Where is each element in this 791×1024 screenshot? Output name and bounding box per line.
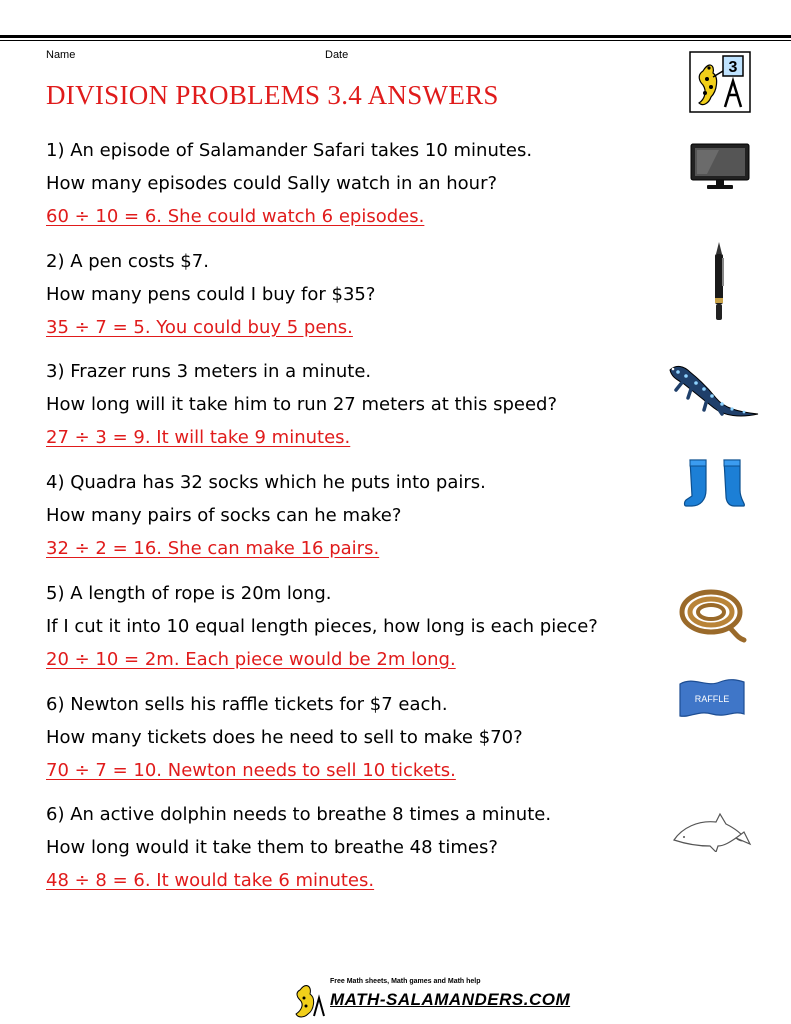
problem-1: [46, 134, 656, 233]
raffle-ticket-icon: [676, 676, 748, 720]
question-line: 6) Newton sells his raffle tickets for $7 each.: [46, 694, 448, 715]
problem-3: [46, 355, 656, 454]
question-line: 2) A pen costs $7.: [46, 251, 209, 272]
question-line: 1) An episode of Salamander Safari takes 10 minutes.: [46, 140, 533, 161]
page-title: DIVISION PROBLEMS 3.4 ANSWERS: [46, 80, 499, 110]
footer-tagline: Free Math sheets, Math games and Math help: [330, 978, 481, 985]
date-label: Date: [325, 49, 349, 61]
pen-icon: [708, 240, 730, 322]
question-line: How long will it take him to run 27 meters at this speed?: [46, 394, 558, 415]
answer-line: 27 ÷ 3 = 9. It will take 9 minutes.: [46, 427, 351, 448]
logo-badge-number: 3: [728, 59, 738, 76]
problem-6: [46, 688, 656, 787]
answer-line: 32 ÷ 2 = 16. She can make 16 pairs.: [46, 538, 380, 559]
television-icon: [689, 140, 751, 192]
rope-icon: [678, 586, 748, 644]
header-rule: [0, 35, 791, 38]
answer-line: 60 ÷ 10 = 6. She could watch 6 episodes.: [46, 206, 425, 227]
problem-4: [46, 466, 656, 565]
question-line: 3) Frazer runs 3 meters in a minute.: [46, 361, 372, 382]
footer-site-name[interactable]: MATH-SALAMANDERS.COM: [330, 990, 571, 1009]
name-label: Name: [46, 49, 76, 61]
question-line: How many pairs of socks can he make?: [46, 505, 402, 526]
answer-line: 48 ÷ 8 = 6. It would take 6 minutes.: [46, 870, 375, 891]
dolphin-icon: [672, 810, 752, 852]
question-line: If I cut it into 10 equal length pieces, how long is each piece?: [46, 616, 598, 637]
question-line: 6) An active dolphin needs to breathe 8 times a minute.: [46, 804, 552, 825]
answer-line: 35 ÷ 7 = 5. You could buy 5 pens.: [46, 317, 353, 338]
answer-line: 70 ÷ 7 = 10. Newton needs to sell 10 tickets.: [46, 760, 456, 781]
question-line: 5) A length of rope is 20m long.: [46, 583, 332, 604]
header-rule-thin: [0, 40, 791, 41]
salamander-logo-icon: [689, 51, 751, 113]
problem-7: [46, 798, 656, 897]
problem-2: [46, 245, 656, 344]
problem-5: [46, 577, 656, 676]
raffle-label: RAFFLE: [694, 694, 730, 704]
footer-branding: [292, 978, 571, 1018]
answer-line: 20 ÷ 10 = 2m. Each piece would be 2m long.: [46, 649, 456, 670]
question-line: How many episodes could Sally watch in an hour?: [46, 173, 498, 194]
salamander-icon: [664, 358, 762, 424]
question-line: How long would it take them to breathe 48 times?: [46, 837, 498, 858]
question-line: 4) Quadra has 32 socks which he puts into pairs.: [46, 472, 486, 493]
question-line: How many pens could I buy for $35?: [46, 284, 376, 305]
footer-salamander-icon: [292, 978, 326, 1018]
question-line: How many tickets does he need to sell to make $70?: [46, 727, 523, 748]
socks-icon: [682, 458, 750, 508]
